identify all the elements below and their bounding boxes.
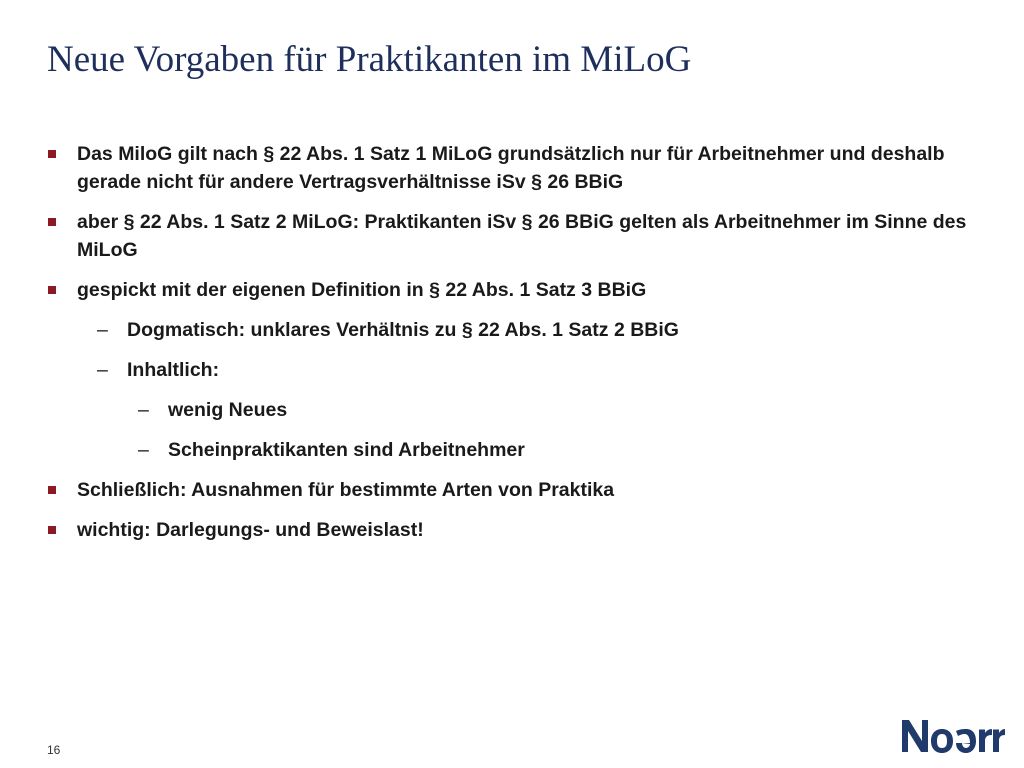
bullet-text: Schließlich: Ausnahmen für bestimmte Arten von Praktika	[77, 479, 615, 501]
bullet-text: wichtig: Darlegungs- und Beweislast!	[77, 519, 424, 541]
bullet-item	[47, 140, 987, 196]
dash-bullet-icon: –	[97, 319, 108, 341]
sub-sub-bullet-item	[47, 396, 987, 424]
bullet-text: aber § 22 Abs. 1 Satz 2 MiLoG: Praktikanten iSv § 26 BBiG gelten als Arbeitnehmer im Sinne des MiLoG	[77, 211, 967, 261]
slide-title: Neue Vorgaben für Praktikanten im MiLoG	[47, 39, 692, 80]
square-bullet-icon	[48, 218, 56, 226]
bullet-list	[47, 140, 987, 556]
sub-sub-bullet-item	[47, 436, 987, 464]
bullet-text: Scheinpraktikanten sind Arbeitnehmer	[168, 439, 525, 461]
page-number: 16	[47, 743, 61, 757]
noerr-logo-mark	[902, 720, 1005, 753]
bullet-text: gespickt mit der eigenen Definition in § 22 Abs. 1 Satz 3 BBiG	[77, 279, 647, 301]
bullet-text: Dogmatisch: unklares Verhältnis zu § 22 Abs. 1 Satz 2 BBiG	[127, 319, 679, 341]
dash-bullet-icon: –	[138, 439, 149, 461]
bullet-item	[47, 516, 987, 544]
square-bullet-icon	[48, 526, 56, 534]
bullet-item	[47, 476, 987, 504]
dash-bullet-icon: –	[138, 399, 149, 421]
square-bullet-icon	[48, 150, 56, 158]
bullet-text: Das MiloG gilt nach § 22 Abs. 1 Satz 1 MiLoG grundsätzlich nur für Arbeitnehmer und deshalb gerade nicht für andere Vertragsverhältnisse iSv § 26 BBiG	[77, 143, 945, 193]
noerr-logo	[900, 714, 1006, 754]
dash-bullet-icon: –	[97, 359, 108, 381]
square-bullet-icon	[48, 286, 56, 294]
bullet-item	[47, 276, 987, 304]
bullet-item	[47, 208, 987, 264]
sub-bullet-item	[47, 356, 987, 384]
square-bullet-icon	[48, 486, 56, 494]
bullet-text: wenig Neues	[168, 399, 288, 421]
sub-bullet-item	[47, 316, 987, 344]
bullet-text: Inhaltlich:	[127, 359, 220, 381]
